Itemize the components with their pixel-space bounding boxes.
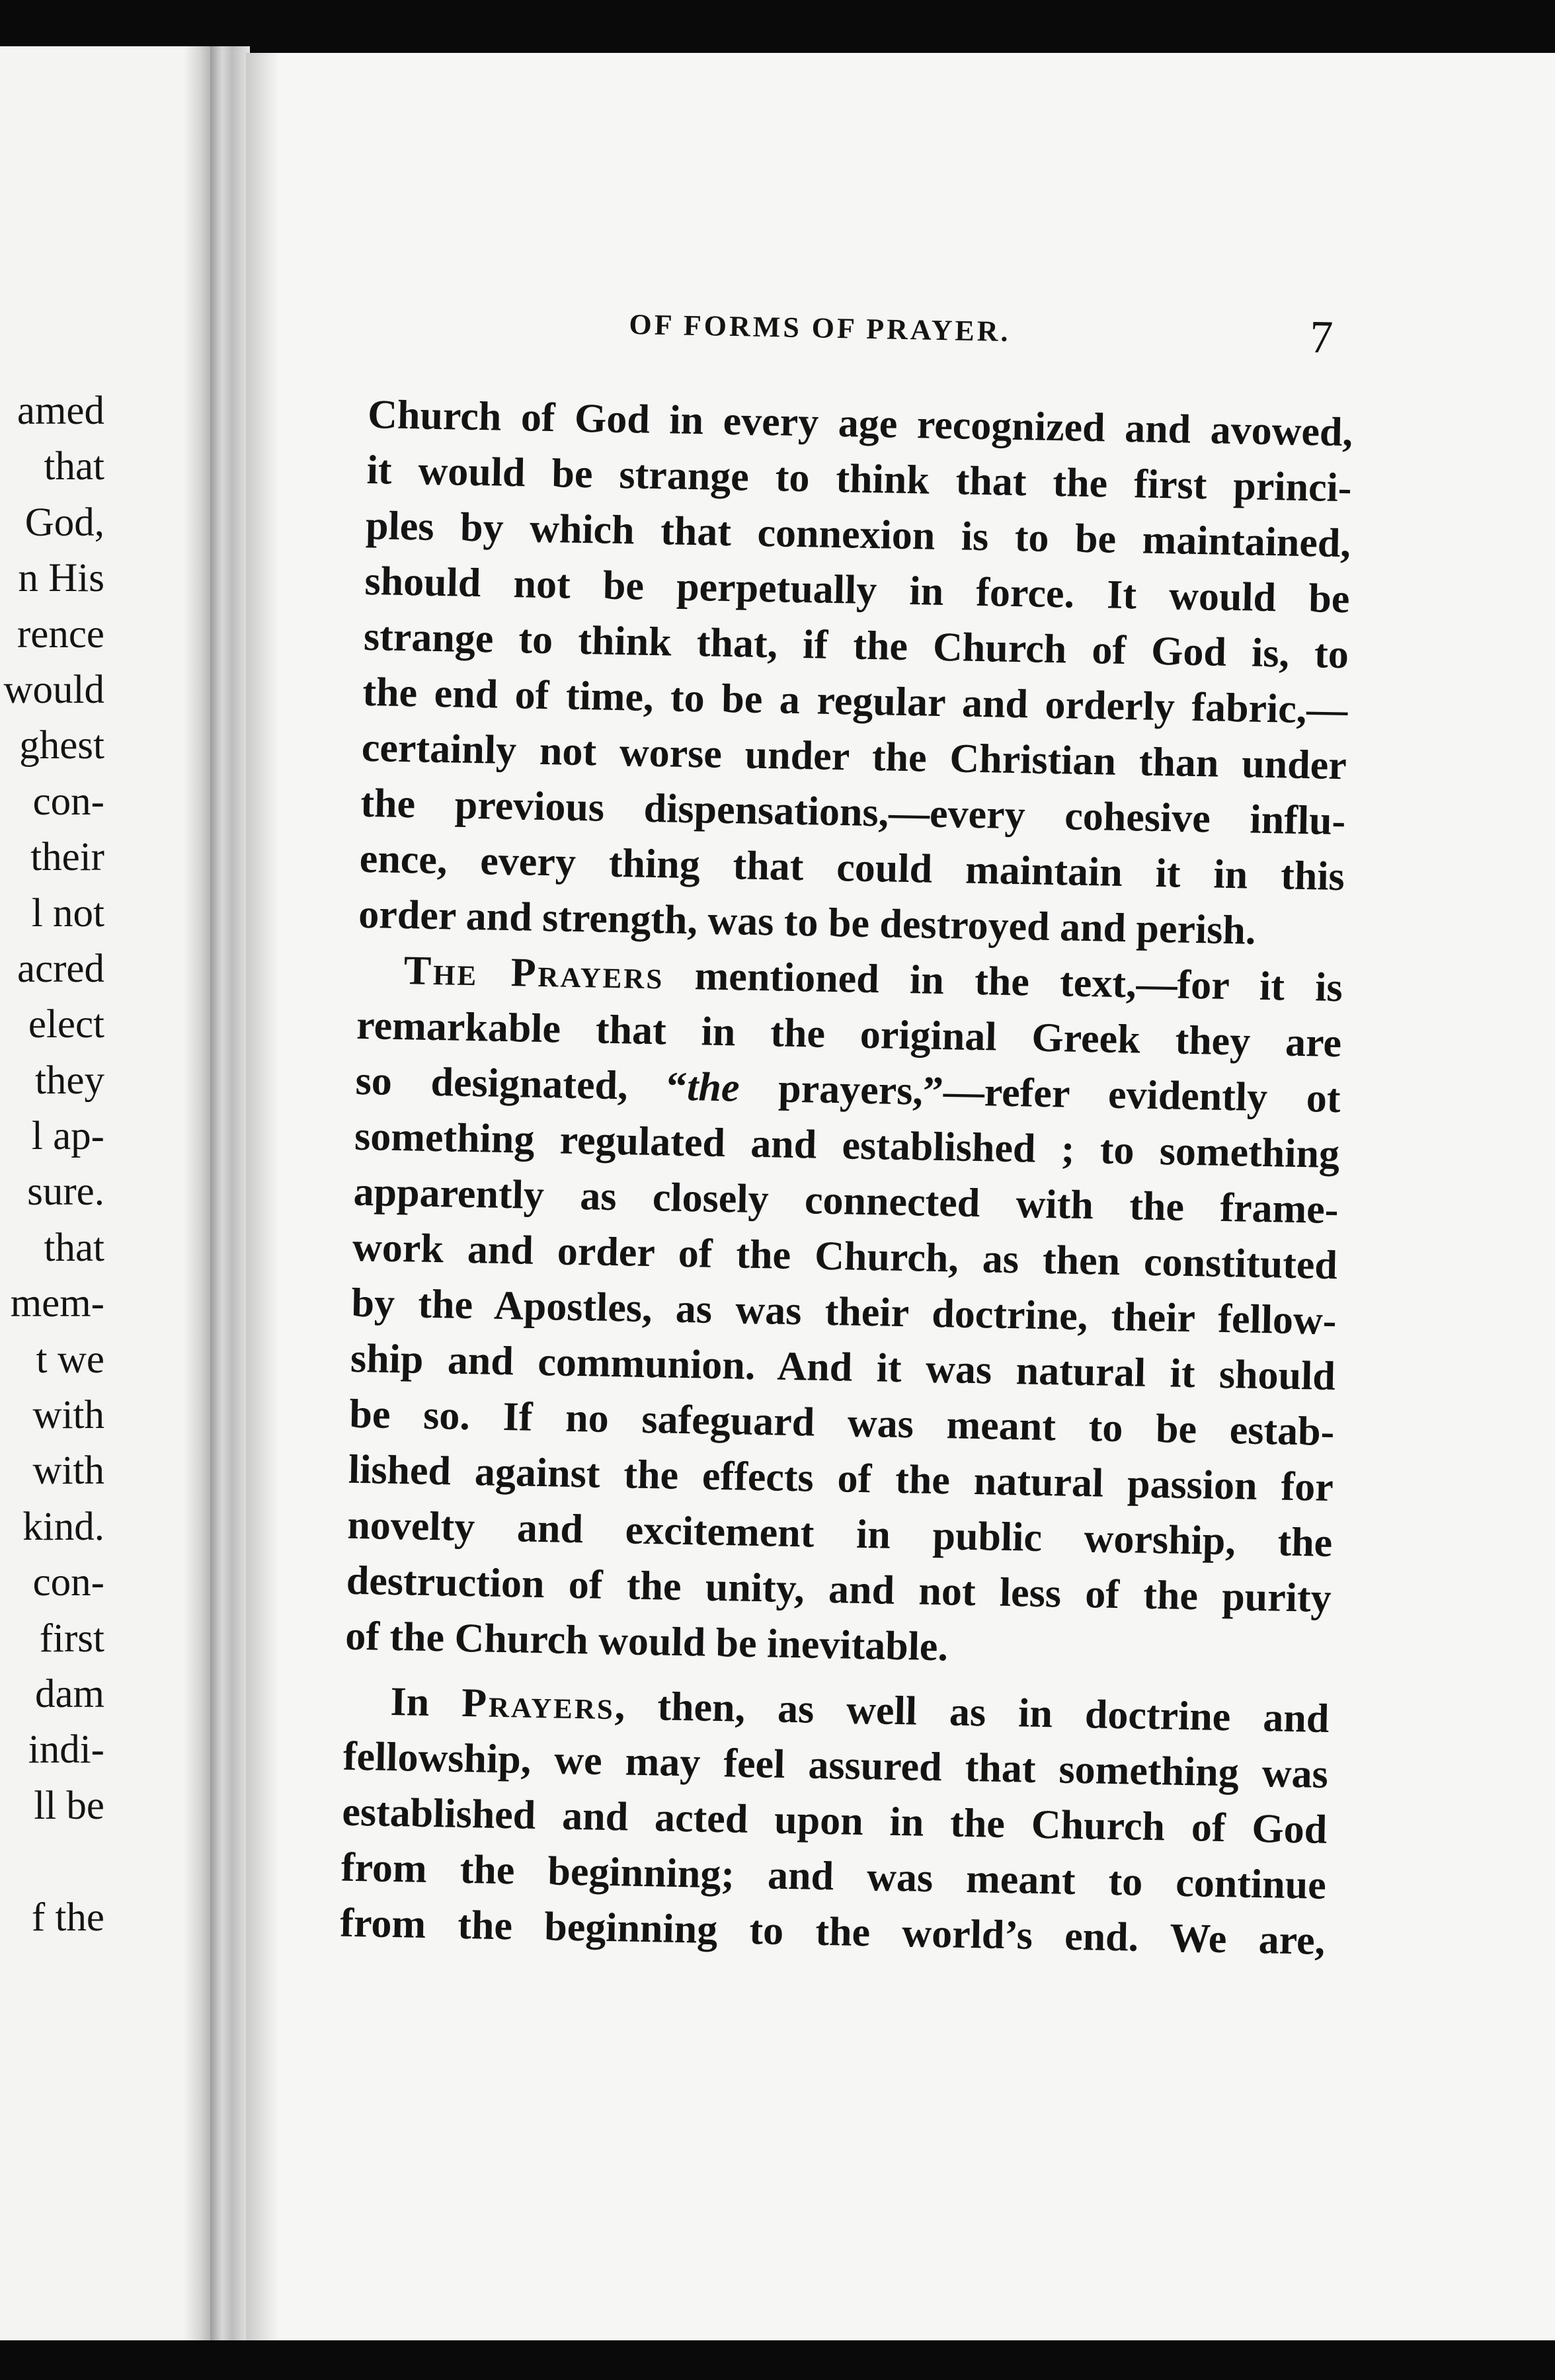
main-page — [246, 53, 1555, 2340]
text-line: remarkable that in the original Greek they are — [356, 1002, 1342, 1066]
gutter-shadow — [184, 46, 210, 2340]
text-line: order and strength, was to be destroyed and perish. — [358, 891, 1256, 953]
facing-line: f the — [31, 1895, 104, 1940]
facing-line: n His — [18, 556, 104, 601]
facing-line: con- — [32, 1560, 104, 1605]
facing-line: rence — [17, 612, 104, 656]
text-line: ship and communion. And it was natural it should — [350, 1335, 1336, 1400]
facing-line: first — [39, 1616, 104, 1661]
facing-line: would — [3, 667, 104, 712]
text-line: fellowship, we may feel assured that something was — [342, 1733, 1329, 1797]
facing-line: with — [32, 1448, 104, 1493]
facing-line: ll be — [34, 1783, 104, 1828]
facing-line: t we — [36, 1337, 104, 1382]
text-line: be so. If no safeguard was meant to be estab- — [348, 1391, 1335, 1455]
facing-line: elect — [28, 1002, 104, 1047]
emphasis-the: the — [686, 1064, 740, 1111]
text-line: strange to think that, if the Church of God is, to — [363, 614, 1349, 678]
text-line: something regulated and established ; to something — [354, 1113, 1340, 1177]
facing-line: they — [34, 1058, 104, 1103]
text-line: should not be perpetually in force. It would be — [364, 558, 1350, 622]
text-line: certainly not worse under the Christian than under — [361, 725, 1347, 789]
facing-line: dam — [34, 1671, 104, 1716]
text-fragment: mentioned in the text,—for it is — [663, 953, 1343, 1011]
facing-page-text — [0, 383, 104, 1946]
facing-page-left — [0, 46, 210, 2340]
facing-line: that — [44, 444, 104, 489]
paragraph-3 — [340, 1673, 1330, 1969]
facing-line: ghest — [19, 723, 104, 768]
text-fragment: , then, as well as in doctrine and — [614, 1683, 1330, 1741]
page-edge-shadow — [246, 53, 279, 2340]
facing-line: kind. — [22, 1504, 104, 1549]
page-number: 7 — [1309, 311, 1334, 364]
paragraph-1 — [358, 387, 1353, 960]
text-line: from the beginning to the world’s end. We are, — [339, 1900, 1326, 1964]
text-line: by the Apostles, as was their doctrine, their fellow- — [350, 1280, 1337, 1344]
facing-line: sure. — [27, 1170, 104, 1214]
facing-line: l ap- — [31, 1114, 104, 1159]
text-line: established and acted upon in the Church of God — [341, 1789, 1328, 1852]
facing-line: mem- — [10, 1281, 104, 1326]
text-line: Church of God in every age recognized and avowed, — [367, 391, 1353, 456]
text-line: of the Church would be inevitable. — [344, 1613, 949, 1670]
facing-line: acred — [17, 946, 104, 991]
text-fragment: In — [389, 1679, 462, 1726]
text-line: so designated, “the prayers,”—refer evidently ot — [355, 1058, 1341, 1122]
text-line: the end of time, to be a regular and orderly fabric,— — [362, 669, 1348, 733]
text-line: lished against the effects of the natural passion for — [348, 1447, 1334, 1511]
text-line: from the beginning; and was meant to continue — [340, 1844, 1327, 1908]
facing-line: l not — [31, 891, 104, 935]
small-caps-lead: The Prayers — [403, 948, 665, 998]
text-line: ence, every thing that could maintain it in this — [359, 836, 1345, 900]
body-text — [340, 387, 1353, 1969]
text-line: destruction of the unity, and not less of the purity — [346, 1558, 1332, 1621]
book-binding — [210, 46, 250, 2340]
running-head: OF FORMS OF PRAYER. — [629, 307, 1011, 348]
page-header — [628, 307, 1555, 379]
facing-line: their — [30, 835, 104, 880]
text-line: the previous dispensations,—every cohesive influ- — [360, 780, 1346, 844]
facing-line: with — [32, 1393, 104, 1438]
paragraph-2 — [345, 942, 1343, 1682]
text-line: novelty and excitement in public worship, the — [346, 1502, 1333, 1566]
text-line: work and order of the Church, as then constituted — [352, 1224, 1338, 1289]
facing-line: amed — [17, 389, 104, 433]
text-line: ples by which that connexion is to be maintained, — [365, 502, 1351, 567]
text-line: apparently as closely connected with the frame- — [353, 1169, 1339, 1233]
small-caps-lead: Prayers — [461, 1680, 616, 1729]
facing-line: con- — [32, 779, 104, 824]
facing-line: indi- — [28, 1727, 104, 1772]
text-line: it would be strange to think that the first princi- — [366, 447, 1353, 511]
facing-line: that — [44, 1225, 104, 1270]
facing-line: God, — [24, 500, 104, 545]
